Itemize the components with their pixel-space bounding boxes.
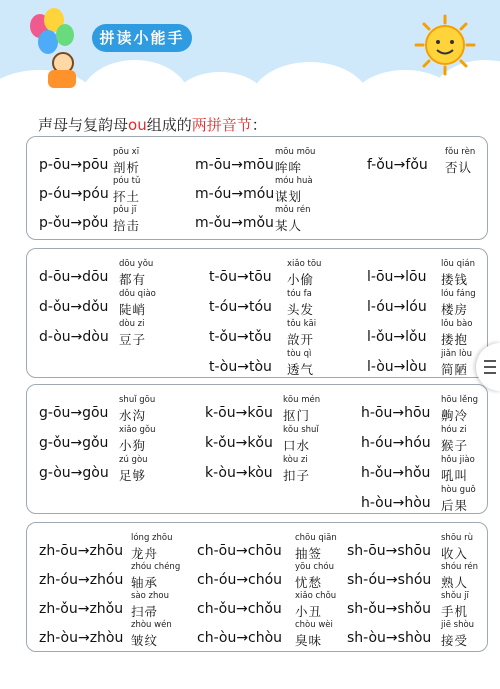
syllable-formula: sh-óu→shóu [347,572,432,588]
word-hanzi: 抠门 [283,408,311,423]
syllable-formula: p-óu→póu [39,186,109,202]
menu-line-icon [484,366,496,368]
syllable-formula: h-óu→hóu [361,435,431,451]
word-pinyin: xiǎo gǒu [119,425,156,435]
example-word [283,455,310,484]
word-hanzi: 口水 [283,438,311,453]
syllable-formula: ch-óu→chóu [197,572,283,588]
child-body-icon [48,70,76,88]
word-pinyin: zhóu chéng [131,562,181,572]
example-word [287,259,321,288]
syllable-formula: l-ǒu→lǒu [367,329,427,345]
word-pinyin: kǒu shuǐ [283,425,319,435]
syllable-formula: m-ōu→mōu [195,157,274,173]
word-pinyin: lóng zhōu [131,533,173,543]
word-pinyin: pōu xī [113,147,140,157]
syllable-formula: sh-ǒu→shǒu [347,601,431,617]
word-hanzi: 手机 [441,604,469,619]
word-pinyin: xiǎo chǒu [295,591,337,601]
word-hanzi: 扫帚 [131,604,159,619]
word-pinyin: jiǎn lòu [441,349,472,359]
example-word [441,289,476,318]
word-hanzi: 收入 [441,546,469,561]
example-word [119,259,153,288]
example-word [113,176,140,205]
syllable-formula: m-óu→móu [195,186,275,202]
heading-text: 组成的 [146,116,192,134]
syllable-formula: g-ǒu→gǒu [39,435,109,451]
word-hanzi: 哞哞 [275,160,303,175]
balloon-icon [38,30,58,54]
syllable-formula: h-ōu→hōu [361,405,431,421]
example-word [445,147,475,176]
example-word [441,591,469,620]
word-hanzi: 否认 [445,160,473,175]
example-word [295,533,337,562]
word-hanzi: 后果 [441,498,469,513]
syllable-group-box [26,522,488,652]
example-word [131,591,169,620]
syllable-group-box [26,136,488,240]
word-pinyin: pǒu jī [113,205,137,215]
word-hanzi: 头发 [287,302,315,317]
example-word [275,205,311,234]
word-hanzi: 掊击 [113,218,141,233]
word-pinyin: shǒu jī [441,591,469,601]
word-hanzi: 豆子 [119,332,147,347]
word-hanzi: 谋划 [275,189,303,204]
example-word [131,620,172,649]
syllable-group-box [26,248,488,378]
syllable-formula: ch-ǒu→chǒu [197,601,282,617]
word-pinyin: tǒu kāi [287,319,317,329]
section-heading [38,114,267,135]
word-hanzi: 龙舟 [131,546,159,561]
syllable-formula: h-ǒu→hǒu [361,465,431,481]
example-word [441,259,475,288]
example-word [119,289,156,318]
word-pinyin: hòu guǒ [441,485,476,495]
example-word [119,425,156,454]
word-hanzi: 透气 [287,362,315,377]
syllable-formula: l-óu→lóu [367,299,427,315]
heading-text: 声母与复韵母 [38,116,129,134]
example-word [119,395,155,424]
example-word [119,319,146,348]
word-pinyin: hǒu jiào [441,455,475,465]
word-hanzi: 臭味 [295,633,323,648]
syllable-formula: zh-òu→zhòu [39,630,124,646]
syllable-formula: k-òu→kòu [205,465,273,481]
heading-final-ou: ou [128,116,147,134]
heading-highlight: 两拼音节 [191,116,252,134]
syllable-formula: t-óu→tóu [209,299,272,315]
word-pinyin: hóu zi [441,425,467,435]
example-word [441,620,474,649]
word-pinyin: sào zhou [131,591,169,601]
word-hanzi: 小丑 [295,604,323,619]
example-word [275,147,315,176]
word-pinyin: mōu mōu [275,147,316,157]
example-word [441,425,468,454]
word-hanzi: 陡峭 [119,302,147,317]
word-hanzi: 水沟 [119,408,147,423]
example-word [113,147,140,176]
word-hanzi: 齁冷 [441,408,469,423]
example-word [441,395,478,424]
example-word [287,349,314,378]
word-hanzi: 抽签 [295,546,323,561]
word-hanzi: 扣子 [283,468,311,483]
syllable-formula: h-òu→hòu [361,495,431,511]
word-pinyin: lǒu bào [441,319,473,329]
syllable-formula: zh-óu→zhóu [39,572,124,588]
word-hanzi: 某人 [275,218,303,233]
example-word [441,349,472,378]
syllable-formula: sh-ōu→shōu [347,543,431,559]
word-hanzi: 忧愁 [295,575,323,590]
syllable-formula: t-ōu→tōu [209,269,272,285]
word-hanzi: 接受 [441,633,469,648]
sun-icon [414,14,476,76]
syllable-formula: g-òu→gòu [39,465,109,481]
syllable-formula: k-ōu→kōu [205,405,273,421]
syllable-formula: d-ōu→dōu [39,269,109,285]
syllable-formula: d-ǒu→dǒu [39,299,109,315]
word-pinyin: kōu mén [283,395,321,405]
word-pinyin: póu tǔ [113,176,141,186]
example-word [275,176,313,205]
syllable-formula: ch-òu→chòu [197,630,283,646]
menu-line-icon [484,360,496,362]
word-pinyin: lōu qián [441,259,476,269]
syllable-formula: l-òu→lòu [367,359,427,375]
word-hanzi: 足够 [119,468,147,483]
word-pinyin: chòu wèi [295,620,333,630]
example-word [441,533,473,562]
example-word [441,455,475,484]
example-word [295,562,334,591]
syllable-formula: l-ōu→lōu [367,269,427,285]
word-hanzi: 轴承 [131,575,159,590]
syllable-formula: f-ǒu→fǒu [367,157,428,173]
word-pinyin: lóu fáng [441,289,476,299]
word-hanzi: 小偷 [287,272,315,287]
syllable-formula: m-ǒu→mǒu [195,215,274,231]
word-pinyin: dòu zi [119,319,145,329]
page-title-banner [92,24,192,52]
syllable-formula: ch-ōu→chōu [197,543,282,559]
word-pinyin: dōu yǒu [119,259,154,269]
word-hanzi: 楼房 [441,302,469,317]
example-word [441,319,472,348]
example-word [131,533,172,562]
word-pinyin: chōu qiān [295,533,337,543]
word-hanzi: 吼叫 [441,468,469,483]
syllable-formula: p-ǒu→pǒu [39,215,109,231]
syllable-formula: sh-òu→shòu [347,630,432,646]
word-hanzi: 简陋 [441,362,469,377]
word-pinyin: yōu chóu [295,562,334,572]
word-hanzi: 剖析 [113,160,141,175]
word-pinyin: mǒu rén [275,205,311,215]
word-pinyin: shóu rén [441,562,479,572]
example-word [131,562,180,591]
word-pinyin: fǒu rèn [445,147,476,157]
page-title: 拼读小能手 [99,29,185,47]
example-word [441,562,478,591]
syllable-formula: g-ōu→gōu [39,405,109,421]
word-pinyin: shuǐ gōu [119,395,156,405]
example-word [287,319,316,348]
example-word [287,289,314,318]
example-word [295,591,336,620]
example-word [119,455,148,484]
word-pinyin: tóu fa [287,289,312,299]
menu-line-icon [484,372,496,374]
word-hanzi: 敨开 [287,332,315,347]
word-hanzi: 猴子 [441,438,469,453]
word-hanzi: 熟人 [441,575,469,590]
syllable-formula: k-ǒu→kǒu [205,435,273,451]
word-hanzi: 小狗 [119,438,147,453]
example-word [283,395,320,424]
word-hanzi: 搂抱 [441,332,469,347]
example-word [283,425,319,454]
word-pinyin: zhòu wén [131,620,172,630]
heading-colon: ： [251,116,267,134]
word-pinyin: jiē shòu [441,620,475,630]
word-hanzi: 皱纹 [131,633,159,648]
syllable-group-box [26,384,488,514]
word-hanzi: 抔土 [113,189,141,204]
word-pinyin: kòu zi [283,455,308,465]
word-pinyin: xiǎo tōu [287,259,322,269]
syllable-formula: p-ōu→pōu [39,157,109,173]
word-hanzi: 搂钱 [441,272,469,287]
example-word [113,205,140,234]
word-pinyin: tòu qì [287,349,312,359]
syllable-formula: zh-ōu→zhōu [39,543,124,559]
syllable-formula: d-òu→dòu [39,329,109,345]
syllable-formula: zh-ǒu→zhǒu [39,601,124,617]
balloon-icon [56,24,74,46]
example-word [295,620,333,649]
word-pinyin: hōu lěng [441,395,479,405]
word-pinyin: zú gòu [119,455,148,465]
word-pinyin: dǒu qiào [119,289,156,299]
example-word [441,485,476,514]
word-hanzi: 都有 [119,272,147,287]
syllable-formula: t-òu→tòu [209,359,272,375]
word-pinyin: shōu rù [441,533,473,543]
syllable-formula: t-ǒu→tǒu [209,329,272,345]
word-pinyin: móu huà [275,176,313,186]
